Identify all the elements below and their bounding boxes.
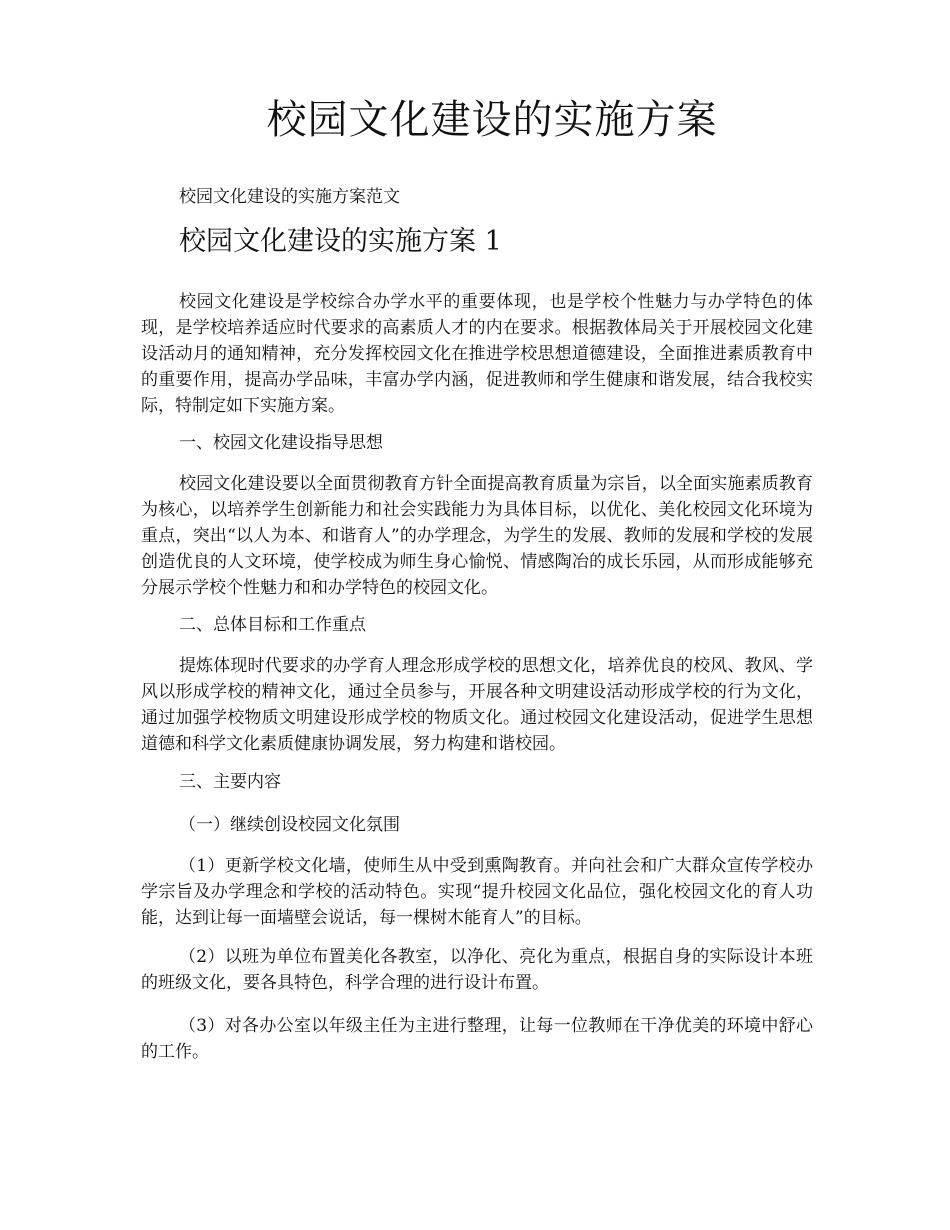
list-item-culture-wall: （1）更新学校文化墙，使师生从中受到熏陶教育。并向社会和广大群众宣传学校办学宗旨及办学理念和学校的活动特色。实现“提升校园文化品位，强化校园文化的育人功能，达到让每一面墙壁会说话，每一棵树木能育人”的目标。: [141, 856, 813, 928]
intro-paragraph: 校园文化建设是学校综合办学水平的重要体现，也是学校个性魅力与办学特色的体现，是学校培养适应时代要求的高素质人才的内在要求。根据教体局关于开展校园文化建设活动月的通知精神，充分发挥校园文化在推进学校思想道德建设，全面推进素质教育中的重要作用，提高办学品味，丰富办学内涵，促进教师和学生健康和谐发展，结合我校实际，特制定如下实施方案。: [141, 292, 813, 416]
overall-goals-paragraph: 提炼体现时代要求的办学育人理念形成学校的思想文化，培养优良的校风、教风、学风以形成学校的精神文化，通过全员参与，开展各种文明建设活动形成学校的行为文化，通过加强学校物质文明建设形成学校的物质文化。通过校园文化建设活动，促进学生思想道德和科学文化素质健康协调发展，努力构建和谐校园。: [141, 656, 813, 754]
heading-overall-goals: 二、总体目标和工作重点: [179, 615, 366, 635]
section-heading: 校园文化建设的实施方案 1: [179, 226, 502, 257]
heading-guiding-ideology: 一、校园文化建设指导思想: [179, 433, 383, 453]
heading-main-content: 三、主要内容: [179, 772, 281, 792]
guiding-ideology-paragraph: 校园文化建设要以全面贯彻教育方针全面提高教育质量为宗旨，以全面实施素质教育为核心，以培养学生创新能力和社会实践能力为具体目标，以优化、美化校园文化环境为重点，突出“以人为本、和谐育人”的办学理念，为学生的发展、教师的发展和学校的发展创造优良的人文环境，使学校成为师生身心愉悦、情感陶冶的成长乐园，从而形成能够充分展示学校个性魅力和和办学特色的校园文化。: [141, 474, 813, 598]
document-title: 校园文化建设的实施方案: [266, 97, 718, 143]
list-item-office-arrangement: （3）对各办公室以年级主任为主进行整理，让每一位教师在干净优美的环境中舒心的工作。: [141, 1016, 813, 1062]
list-item-classroom-decoration: （2）以班为单位布置美化各教室，以净化、亮化为重点，根据自身的实际设计本班的班级文化，要各具特色，科学合理的进行设计布置。: [141, 947, 813, 993]
document-subtitle: 校园文化建设的实施方案范文: [179, 187, 400, 207]
heading-campus-atmosphere: （一）继续创设校园文化氛围: [179, 815, 400, 835]
